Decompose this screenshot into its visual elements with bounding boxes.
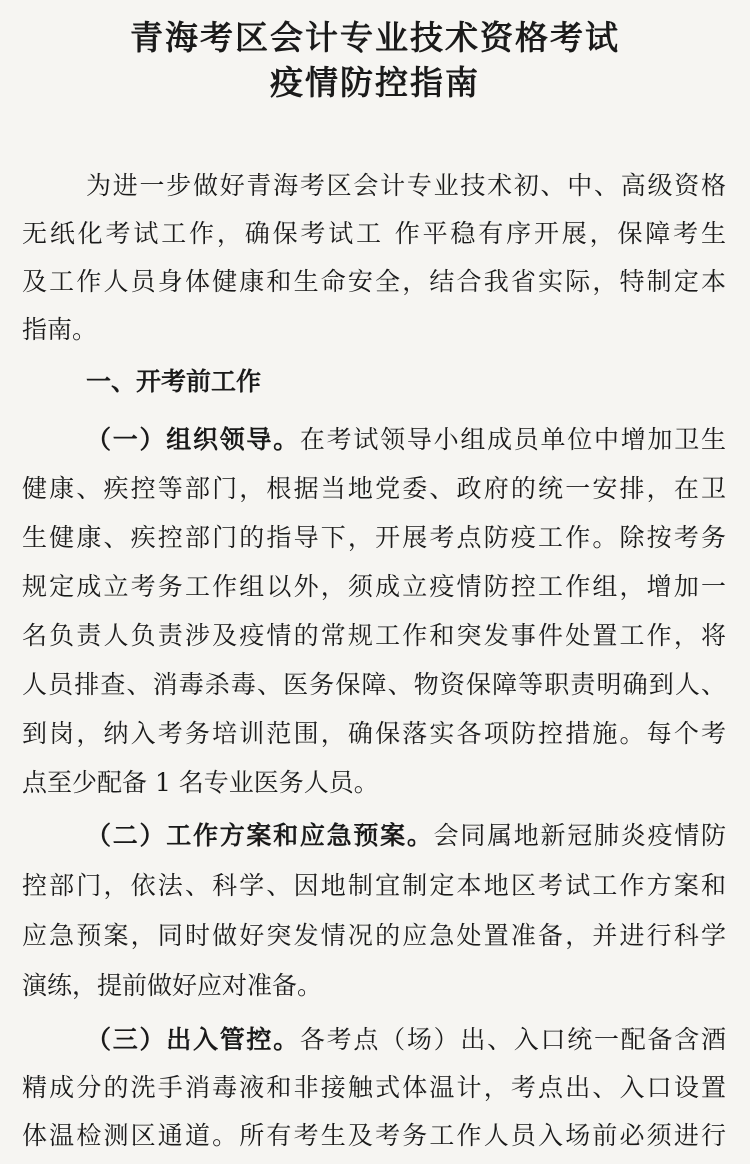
text-line (86, 420, 726, 460)
paragraph-lead: （二）工作方案和应急预案。 (86, 821, 434, 850)
text-line: 演练，提前做好应对准备。 (22, 971, 323, 1000)
text-line: 健康、疾控等部门，根据当地党委、政府的统一安排，在卫 (22, 474, 726, 503)
text-line: 控部门，依法、科学、因地制宜制定本地区考试工作方案和 (22, 871, 726, 900)
text-line: 规定成立考务工作组以外，须成立疫情防控工作组，增加一 (22, 572, 726, 601)
text-line: 点至少配备 1 名专业医务人员。 (22, 768, 379, 797)
title-line: 青海考区会计专业技术资格考试 (130, 18, 620, 57)
text-line: 及工作人员身体健康和生命安全，结合我省实际，特制定本 (22, 267, 726, 296)
text-line: 生健康、疾控部门的指导下，开展考点防疫工作。除按考务 (22, 523, 726, 552)
paragraph-lead: （一）组织领导。 (86, 425, 300, 454)
text-line: 为进一步做好青海考区会计专业技术初、中、高级资格 (86, 171, 726, 200)
text-line (86, 816, 726, 856)
text-line (86, 1020, 726, 1060)
text-line: 名负责人负责涉及疫情的常规工作和突发事件处置工作，将 (22, 621, 726, 650)
text-line: 体温检测区通道。所有考生及考务工作人员入场前必须进行 (22, 1121, 726, 1150)
text-line: 到岗，纳入考务培训范围，确保落实各项防控措施。每个考 (22, 719, 726, 748)
text-line: 无纸化考试工作，确保考试工 作平稳有序开展，保障考生 (22, 219, 726, 248)
text-line: 精成分的洗手消毒液和非接触式体温计，考点出、入口设置 (22, 1073, 726, 1102)
title-line: 疫情防控指南 (270, 63, 480, 102)
text-line: 指南。 (22, 315, 98, 344)
text-line: 应急预案，同时做好突发情况的应急处置准备，并进行科学 (22, 921, 726, 950)
text: 会同属地新冠肺炎疫情防 (433, 821, 726, 850)
text: 在考试领导小组成员单位中增加卫生 (299, 425, 726, 454)
section-heading: 一、开考前工作 (86, 367, 262, 396)
text-line: 人员排查、消毒杀毒、医务保障、物资保障等职责明确到人、 (22, 670, 726, 699)
text: 各考点（场）出、入口统一配备含酒 (299, 1025, 726, 1054)
paragraph-lead: （三）出入管控。 (86, 1025, 300, 1054)
